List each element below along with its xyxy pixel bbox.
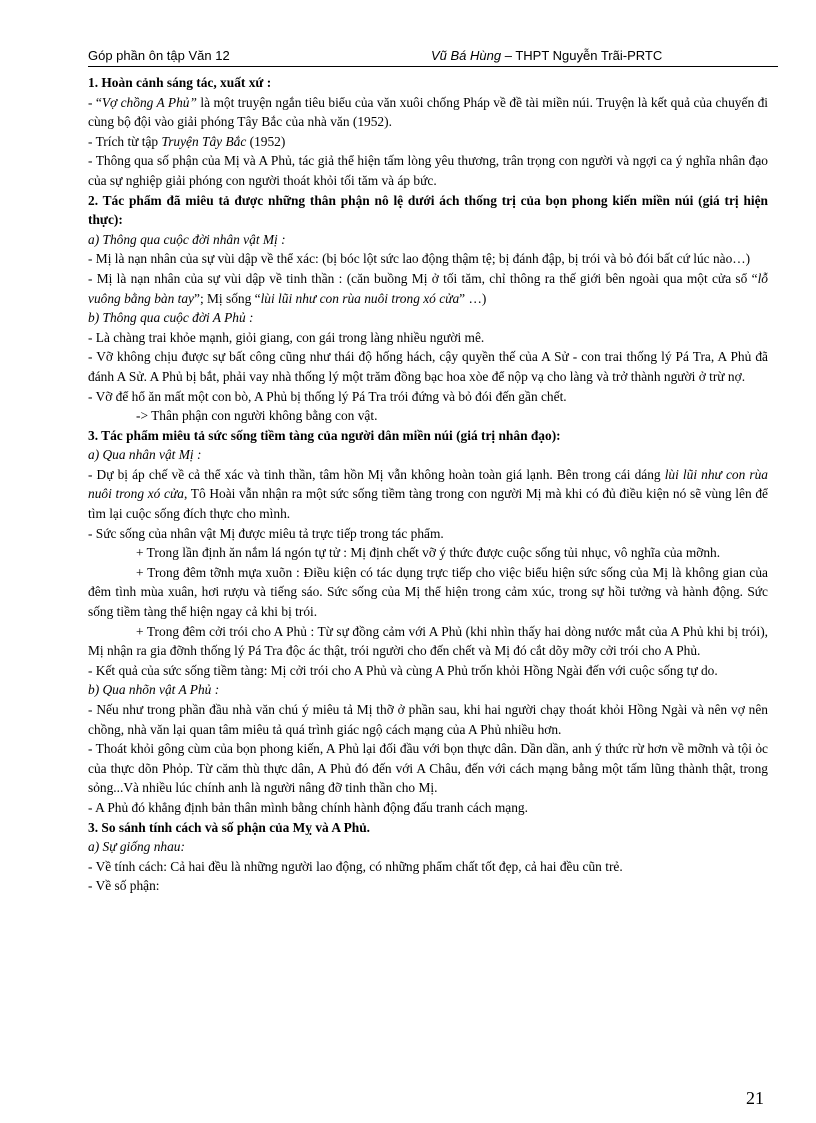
italic-text: Truyện Tây Bắc	[161, 133, 247, 149]
text: , Tô Hoài vẫn nhận ra một sức sống tiềm tàng trong con người Mị mà khi có đủ điều kiện nó sẽ vùng lên để tìm lại cuộc sống đích thực cho mình.	[88, 486, 768, 522]
document-body	[88, 73, 768, 896]
paragraph	[88, 132, 768, 152]
paragraph: - Vỡ để hổ ăn mất một con bò, A Phủ bị thống lý Pá Tra trói đứng và bỏ đói đến gần chết.	[88, 388, 567, 404]
section-heading-2: 2. Tác phẩm đã miêu tả được những thân phận nô lệ dưới ách thống trị của bọn phong kiến miền núi (giá trị hiện thực):	[88, 192, 768, 228]
paragraph: + Trong đêm tỡnh mựa xuõn : Điều kiện có tác dụng trực tiếp cho việc biểu hiện sức sống của Mị là không gian của đêm tình mùa xuân, hơi rượu và tiếng sáo. Sức sống của Mị thể hiện trong cảm xúc, trong sự hồi tưởng và hành động. Sức sống tiềm tàng thể hiện ngay cả khi bị trói.	[88, 564, 768, 620]
paragraph: - Thông qua số phận của Mị và A Phủ, tác giả thể hiện tấm lòng yêu thương, trân trọng con người và ngợi ca ý nghĩa nhân đạo của sự nghiệp giải phóng con người thoát khỏi tối tăm và áp bức.	[88, 153, 768, 188]
paragraph: - Mị là nạn nhân của sự vùi dập về thể xác: (bị bóc lột sức lao động thậm tệ; bị đánh đập, bị trói và bỏ đói bất cứ lúc nào…)	[88, 251, 751, 267]
section-heading-1: 1. Hoàn cảnh sáng tác, xuất xứ :	[88, 75, 272, 90]
text: (1952)	[246, 133, 286, 149]
paragraph: - Sức sống của nhân vật Mị được miêu tả trực tiếp trong tác phẩm.	[88, 525, 444, 541]
paragraph: + Trong lần định ăn nắm lá ngón tự tử : Mị định chết vỡ ý thức được cuộc sống tủi nhục, vô nghĩa của mỡnh.	[136, 545, 721, 561]
italic-text: lùi lũi như con rùa nuôi trong xó cửa	[260, 290, 460, 306]
paragraph: - Thoát khỏi gông cùm của bọn phong kiến, A Phủ lại đối đầu với bọn thực dân. Dần dần, anh ý thức rừ hơn về mỡnh và tội ỏc của thực dõn Phỏp. Từ căm thù thực dân, A Phủ đó đến với A Châu, đến với cách mạng bằng một tấm lũng thành thật, trong sỏng...Và nhiều lúc chính anh là người nâng đỡ tinh thần cho Mị.	[88, 741, 768, 796]
paragraph	[88, 269, 768, 308]
paragraph: - Về tính cách: Cả hai đều là những người lao động, có những phẩm chất tốt đẹp, cả hai đều cũn trẻ.	[88, 858, 623, 874]
text: - Dự bị áp chế về cả thể xác và tinh thần, tâm hồn Mị vẫn không hoàn toàn giá lạnh. Bên trong cái dáng	[88, 466, 665, 482]
subheading: a) Thông qua cuộc đời nhân vật Mị :	[88, 231, 286, 247]
header-author	[431, 48, 662, 64]
paragraph	[88, 93, 768, 132]
italic-text: Vợ chồng A Phủ”	[101, 94, 197, 110]
paragraph: - Vỡ không chịu được sự bất công cũng như thái độ hống hách, cậy quyền thế của A Sử - con trai thống lý Pá Tra, A Phủ đã đánh A Sử. A Phủ bị bắt, phải vay nhà thống lý một trăm đồng bạc hoa xòe để nộp vạ cho làng và trở thành người ở trừ nợ.	[88, 349, 768, 384]
text: ”; Mị sống “	[194, 290, 261, 306]
paragraph: + Trong đêm cởi trói cho A Phủ : Từ sự đồng cảm với A Phủ (khi nhìn thấy hai dòng nước mắt của A Phủ khi bị trói), Mị nhận ra gia đỡnh thống lý Pá Tra độc ác thật, trói người cho đến chết và Mị đó cắt dõy mỡy cởi trói cho A Phủ.	[88, 623, 768, 659]
section-heading-4: 3. So sánh tính cách và số phận của Mỵ và A Phủ.	[88, 819, 371, 835]
page-number: 21	[746, 1088, 764, 1108]
header-left-title: Góp phần ôn tập Văn 12	[88, 48, 230, 63]
subheading: b) Qua nhõn vật A Phủ :	[88, 682, 220, 698]
italic-text: lỗ vuông bằng bàn tay	[88, 270, 768, 306]
paragraph: - Nếu như trong phần đầu nhà văn chú ý miêu tả Mị thỡ ở phần sau, khi hai người chạy thoát khỏi Hồng Ngài và nên vợ nên chồng, nhà văn lại quan tâm miêu tả quá trình giác ngộ cách mạng của A Phủ nhiều hơn.	[88, 702, 768, 737]
paragraph: - Kết quả của sức sống tiềm tàng: Mị cởi trói cho A Phủ và cùng A Phủ trốn khỏi Hồng Ngài đến với cuộc sống tự do.	[88, 662, 718, 678]
paragraph: - Về số phận:	[88, 878, 160, 894]
header-school: – THPT Nguyễn Trãi-PRTC	[501, 48, 663, 63]
text: - Trích từ tập	[88, 133, 162, 149]
subheading: b) Thông qua cuộc đời A Phủ :	[88, 310, 254, 326]
subheading: a) Sự giống nhau:	[88, 839, 185, 855]
text: - Mị là nạn nhân của sự vùi dập về tinh thần : (căn buồng Mị ở tối tăm, chỉ thông ra thế giới bên ngoài qua một cửa sổ “	[88, 270, 758, 286]
paragraph: - Là chàng trai khỏe mạnh, giỏi giang, con gái trong làng nhiều người mê.	[88, 329, 485, 345]
text: - “	[88, 94, 102, 110]
header-author-name: Vũ Bá Hùng	[431, 48, 502, 63]
subheading: a) Qua nhân vật Mị :	[88, 447, 202, 463]
section-heading-3: 3. Tác phẩm miêu tả sức sống tiềm tàng của người dân miền núi (giá trị nhân đạo):	[88, 427, 561, 443]
paragraph	[88, 465, 768, 524]
text: ” …)	[459, 290, 487, 306]
paragraph: -> Thân phận con người không bằng con vật.	[136, 408, 378, 424]
page-header	[88, 48, 778, 67]
paragraph: - A Phủ đó khẳng định bản thân mình bằng chính hành động đấu tranh cách mạng.	[88, 799, 528, 815]
italic-text: lùi lũi như con rùa nuôi trong xó cửa	[88, 466, 768, 502]
text: là một truyện ngắn tiêu biểu của văn xuôi chống Pháp về đề tài miền núi. Truyện là kết quả của chuyến đi cùng bộ đội vào giải phóng Tây Bắc của nhà văn (1952).	[88, 94, 768, 130]
